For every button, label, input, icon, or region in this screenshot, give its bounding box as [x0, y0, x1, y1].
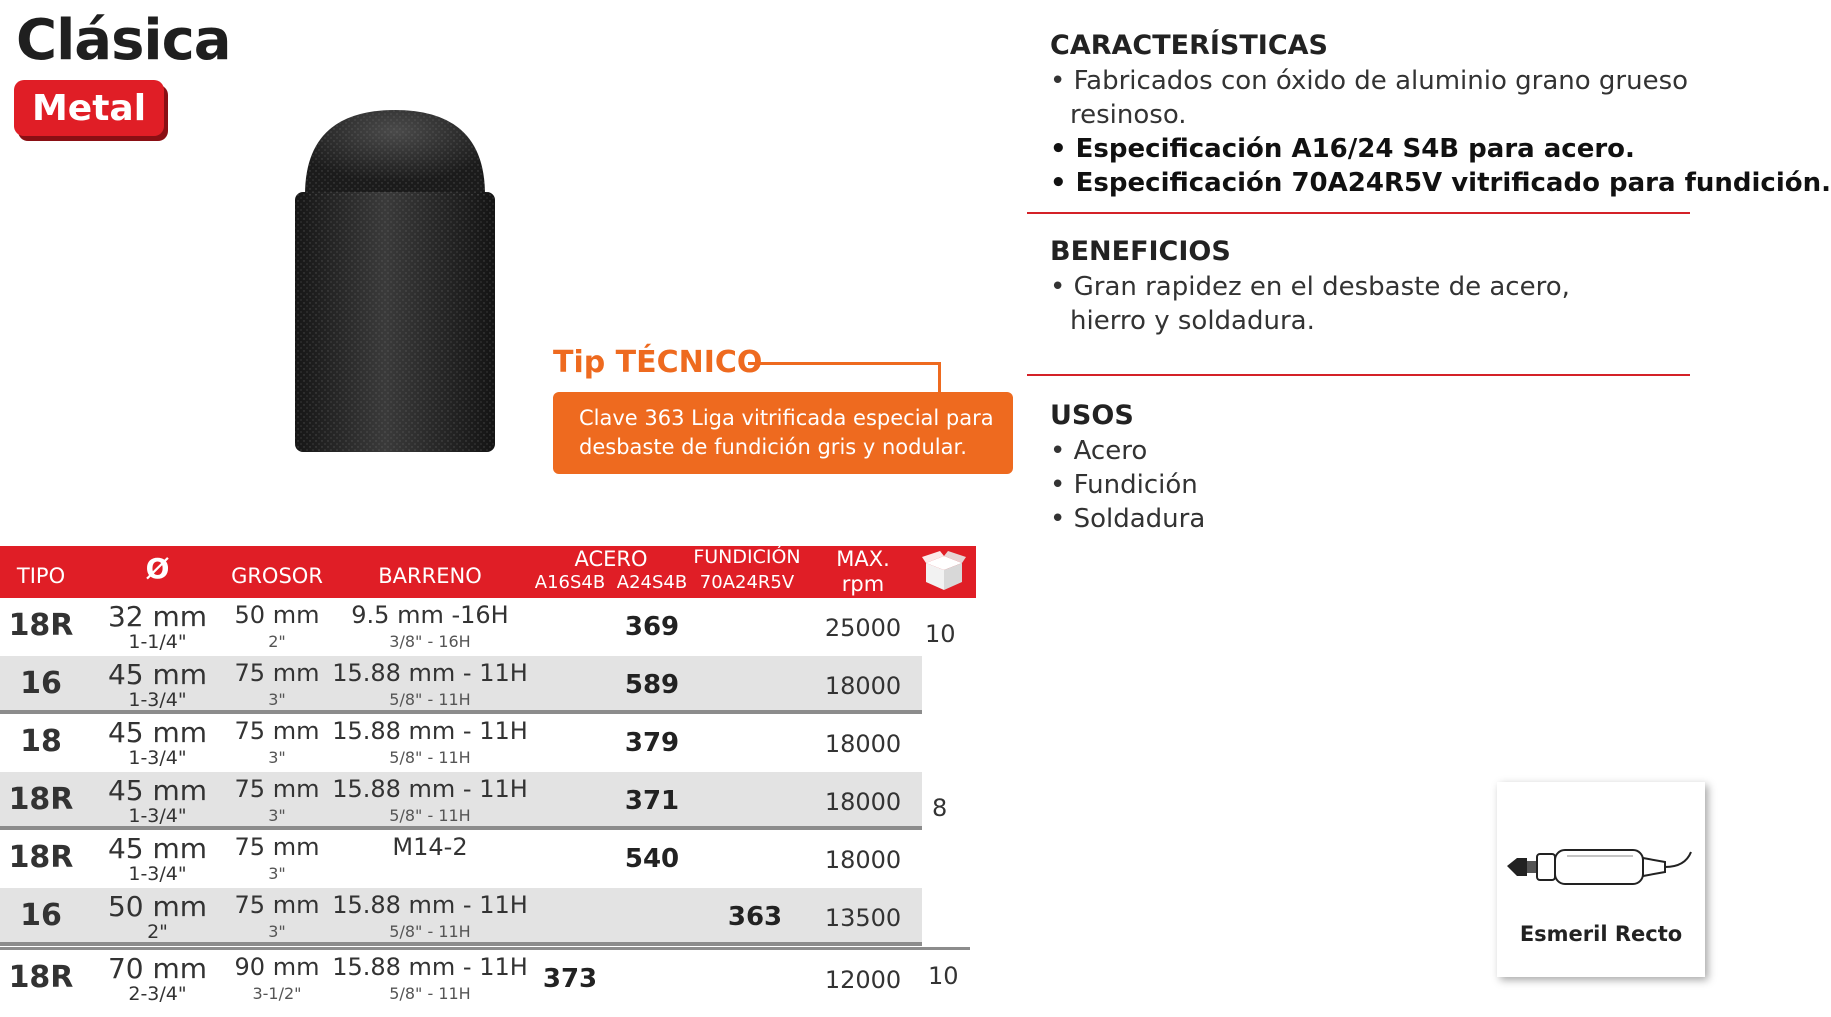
table-row	[0, 772, 922, 830]
cell-a24s4b: 369	[624, 612, 680, 642]
table-row	[0, 888, 922, 946]
cell-barreno-in: 5/8" - 11H	[389, 690, 471, 709]
cell-diametro-mm: 70 mm	[107, 952, 208, 985]
box-quantity: 10	[925, 620, 956, 648]
uso-item: • Soldadura	[1050, 504, 1206, 534]
cell-grosor-in: 3-1/2"	[252, 984, 302, 1003]
cell-diametro-in: 2-3/4"	[128, 983, 187, 1005]
cell-diametro-mm: 45 mm	[107, 774, 208, 807]
cell-grosor-mm: 50 mm	[234, 601, 320, 629]
cell-diametro-mm: 50 mm	[107, 890, 208, 923]
cell-grosor-mm: 75 mm	[234, 717, 320, 745]
caracteristicas-list	[1050, 64, 1831, 200]
cell-diametro-in: 1-3/4"	[128, 747, 187, 769]
cell-barreno-mm: M14-2	[392, 833, 468, 861]
box-quantity: 8	[932, 794, 948, 822]
page-title: Clásica	[16, 8, 231, 73]
cell-rpm: 18000	[824, 730, 902, 758]
cell-grosor-mm: 75 mm	[234, 891, 320, 919]
cell-barreno-in: 5/8" - 11H	[389, 984, 471, 1003]
cell-grosor-in: 3"	[268, 690, 286, 709]
box-icon	[922, 552, 966, 592]
table-row	[0, 830, 922, 888]
tip-connector	[748, 362, 941, 395]
cell-barreno-mm: 15.88 mm - 11H	[332, 717, 528, 745]
cell-diametro-mm: 45 mm	[107, 832, 208, 865]
cell-barreno-mm: 15.88 mm - 11H	[332, 775, 528, 803]
tool-card	[1497, 782, 1705, 977]
table-row	[0, 950, 922, 1008]
cell-barreno-mm: 15.88 mm - 11H	[332, 659, 528, 687]
cell-barreno-in: 5/8" - 11H	[389, 806, 471, 825]
category-badge: Metal	[14, 80, 164, 136]
uso-item: • Fundición	[1050, 470, 1198, 500]
cell-tipo: 18R	[8, 960, 74, 995]
box-quantity: 10	[928, 962, 959, 990]
cell-rpm: 12000	[824, 966, 902, 994]
cell-grosor-in: 3"	[268, 806, 286, 825]
cell-barreno-in: 5/8" - 11H	[389, 748, 471, 767]
cell-barreno-mm: 9.5 mm -16H	[351, 601, 509, 629]
cell-tipo: 18R	[8, 608, 74, 643]
table-row	[0, 598, 922, 656]
caracteristica-3: • Especificación 70A24R5V vitrificado para fundición.	[1050, 168, 1831, 198]
cell-grosor-in: 3"	[268, 864, 286, 883]
cell-a16s4b: 373	[542, 964, 598, 994]
beneficio-1-cont: hierro y soldadura.	[1070, 306, 1315, 336]
uso-item: • Acero	[1050, 436, 1148, 466]
tool-label: Esmeril Recto	[1519, 922, 1683, 946]
col-rpm: rpm	[841, 572, 885, 596]
col-70a24r5v: 70A24R5V	[699, 572, 795, 593]
cell-rpm: 18000	[824, 672, 902, 700]
usos-list	[1050, 434, 1205, 536]
beneficios-list	[1050, 270, 1570, 338]
tip-label: Tip TÉCNICO	[553, 345, 763, 380]
cell-grosor-mm: 75 mm	[234, 659, 320, 687]
cell-tipo: 18R	[8, 840, 74, 875]
beneficio-1: • Gran rapidez en el desbaste de acero,	[1050, 272, 1570, 302]
grinding-cone-image	[285, 110, 505, 455]
caracteristicas-title: CARACTERÍSTICAS	[1050, 30, 1328, 61]
cell-diametro-in: 2"	[147, 921, 168, 943]
cell-diametro-mm: 45 mm	[107, 658, 208, 691]
cell-rpm: 18000	[824, 846, 902, 874]
cell-fundicion: 363	[727, 902, 783, 932]
cell-grosor-mm: 90 mm	[234, 953, 320, 981]
cell-tipo: 16	[20, 898, 62, 933]
cell-tipo: 18R	[8, 782, 74, 817]
table-row	[0, 656, 922, 714]
cell-a24s4b: 589	[624, 670, 680, 700]
cell-rpm: 25000	[824, 614, 902, 642]
cell-barreno-mm: 15.88 mm - 11H	[332, 891, 528, 919]
cell-rpm: 13500	[824, 904, 902, 932]
tip-text-line1: Clave 363 Liga vitrificada especial para	[579, 406, 994, 430]
cell-diametro-in: 1-3/4"	[128, 805, 187, 827]
caracteristica-2: • Especificación A16/24 S4B para acero.	[1050, 134, 1635, 164]
col-acero: ACERO	[574, 547, 648, 571]
col-fundicion: FUNDICIÓN	[693, 546, 801, 568]
cell-grosor-in: 3"	[268, 922, 286, 941]
cell-a24s4b: 371	[624, 786, 680, 816]
col-a24s4b: A24S4B	[616, 572, 688, 593]
section-divider	[1027, 374, 1690, 376]
tip-box	[553, 392, 1013, 474]
table-row	[0, 714, 922, 772]
cell-barreno-in: 3/8" - 16H	[389, 632, 471, 651]
col-a16s4b: A16S4B	[534, 572, 606, 593]
cell-grosor-mm: 75 mm	[234, 775, 320, 803]
cell-rpm: 18000	[824, 788, 902, 816]
col-diametro: Ø	[145, 552, 170, 585]
straight-grinder-icon	[1505, 842, 1697, 892]
cell-barreno-mm: 15.88 mm - 11H	[332, 953, 528, 981]
col-grosor: GROSOR	[231, 564, 323, 588]
usos-title: USOS	[1050, 400, 1134, 431]
cell-diametro-in: 1-3/4"	[128, 689, 187, 711]
caracteristica-1-cont: resinoso.	[1070, 100, 1187, 130]
table-header	[0, 546, 976, 598]
col-max: MAX.	[836, 547, 890, 571]
col-barreno: BARRENO	[378, 564, 482, 588]
beneficios-title: BENEFICIOS	[1050, 236, 1231, 267]
cell-a24s4b: 379	[624, 728, 680, 758]
cell-a24s4b: 540	[624, 844, 680, 874]
cell-diametro-mm: 32 mm	[107, 600, 208, 633]
cell-diametro-mm: 45 mm	[107, 716, 208, 749]
cell-grosor-in: 3"	[268, 748, 286, 767]
cell-grosor-mm: 75 mm	[234, 833, 320, 861]
cell-diametro-in: 1-3/4"	[128, 863, 187, 885]
cell-grosor-in: 2"	[268, 632, 286, 651]
cell-tipo: 18	[20, 724, 62, 759]
cell-diametro-in: 1-1/4"	[128, 631, 187, 653]
section-divider	[1027, 212, 1690, 214]
col-tipo: TIPO	[16, 564, 66, 588]
cell-barreno-in: 5/8" - 11H	[389, 922, 471, 941]
cell-tipo: 16	[20, 666, 62, 701]
tip-text-line2: desbaste de fundición gris y nodular.	[579, 435, 967, 459]
caracteristica-1: • Fabricados con óxido de aluminio grano grueso	[1050, 66, 1689, 96]
